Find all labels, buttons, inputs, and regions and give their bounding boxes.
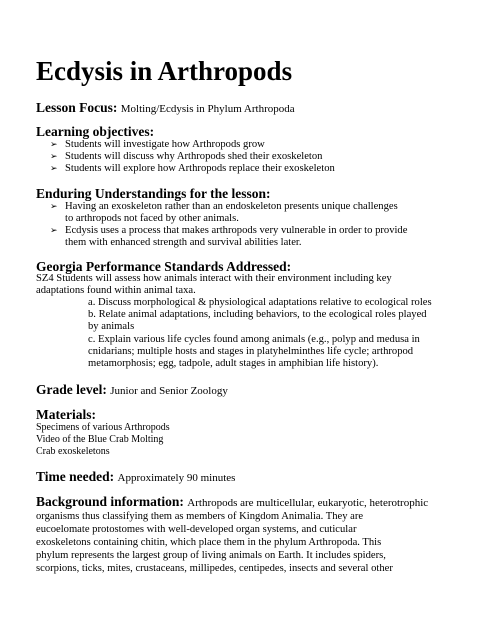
grade-level-value: Junior and Senior Zoology [110, 385, 228, 397]
objective-item: ➢ Students will investigate how Arthropods grow [50, 139, 265, 150]
grade-level-label: Grade level: [36, 382, 107, 397]
georgia-item-b: b. Relate animal adaptations, including behaviors, to the ecological roles played [88, 309, 427, 320]
grade-level [36, 382, 228, 398]
background-first-line: Arthropods are multicellular, eukaryotic, heterotrophic [187, 497, 429, 509]
arrow-bullet-icon: ➢ [50, 226, 58, 236]
georgia-item-c: c. Explain various life cycles found among animals (e.g., polyp and medusa in [88, 334, 420, 345]
time-needed [36, 469, 235, 485]
enduring-item: ➢ Ecdysis uses a process that makes arthropods very vulnerable in order to provide [50, 225, 408, 236]
enduring-item-cont: to arthropods not faced by other animals. [65, 213, 239, 224]
materials-item: Video of the Blue Crab Molting [36, 434, 164, 445]
materials-item: Specimens of various Arthropods [36, 422, 170, 433]
page-title: Ecdysis in Arthropods [36, 56, 293, 86]
background-line: scorpions, ticks, mites, crustaceans, millipedes, centipedes, insects and several other [36, 563, 393, 574]
arrow-bullet-icon: ➢ [50, 152, 58, 162]
georgia-item-b: by animals [88, 321, 135, 332]
georgia-item-c: cnidarians; multiple hosts and stages in platyhelminthes life cycle; arthropod [88, 346, 414, 357]
enduring-item: ➢ Having an exoskeleton rather than an endoskeleton presents unique challenges [50, 201, 398, 212]
lesson-focus-value: Molting/Ecdysis in Phylum Arthropoda [120, 103, 295, 115]
materials-heading: Materials: [36, 407, 96, 422]
background-label: Background information: [36, 494, 184, 509]
objective-item: ➢ Students will discuss why Arthropods shed their exoskeleton [50, 151, 323, 162]
georgia-intro: SZ4 Students will assess how animals interact with their environment including key [36, 273, 392, 284]
background-line: organisms thus classifying them as members of Kingdom Animalia. They are [36, 511, 364, 522]
time-needed-label: Time needed: [36, 469, 115, 484]
arrow-bullet-icon: ➢ [50, 140, 58, 150]
georgia-heading: Georgia Performance Standards Addressed: [36, 259, 292, 274]
georgia-item-c: metamorphosis; egg, tadpole, adult stages in amphibian life history). [88, 358, 379, 369]
background [36, 494, 428, 510]
georgia-intro: adaptations found within animal taxa. [36, 285, 196, 296]
arrow-bullet-icon: ➢ [50, 164, 58, 174]
objective-item: ➢ Students will explore how Arthropods replace their exoskeleton [50, 163, 335, 174]
time-needed-value: Approximately 90 minutes [117, 472, 236, 484]
lesson-focus [36, 100, 295, 116]
arrow-bullet-icon: ➢ [50, 202, 58, 212]
lesson-focus-label: Lesson Focus: [36, 100, 118, 115]
materials-item: Crab exoskeletons [36, 446, 110, 457]
background-line: exoskeletons containing chitin, which place them in the phylum Arthropoda. This [36, 537, 382, 548]
enduring-item-cont: them with enhanced strength and survival abilities later. [65, 237, 302, 248]
enduring-heading: Enduring Understandings for the lesson: [36, 186, 271, 201]
learning-objectives-heading: Learning objectives: [36, 124, 155, 139]
georgia-item-a: a. Discuss morphological & physiological adaptations relative to ecological roles [88, 297, 432, 308]
background-line: phylum represents the largest group of living animals on Earth. It includes spiders, [36, 550, 386, 561]
background-line: eucoelomate protostomes with well-developed organ systems, and cuticular [36, 524, 357, 535]
